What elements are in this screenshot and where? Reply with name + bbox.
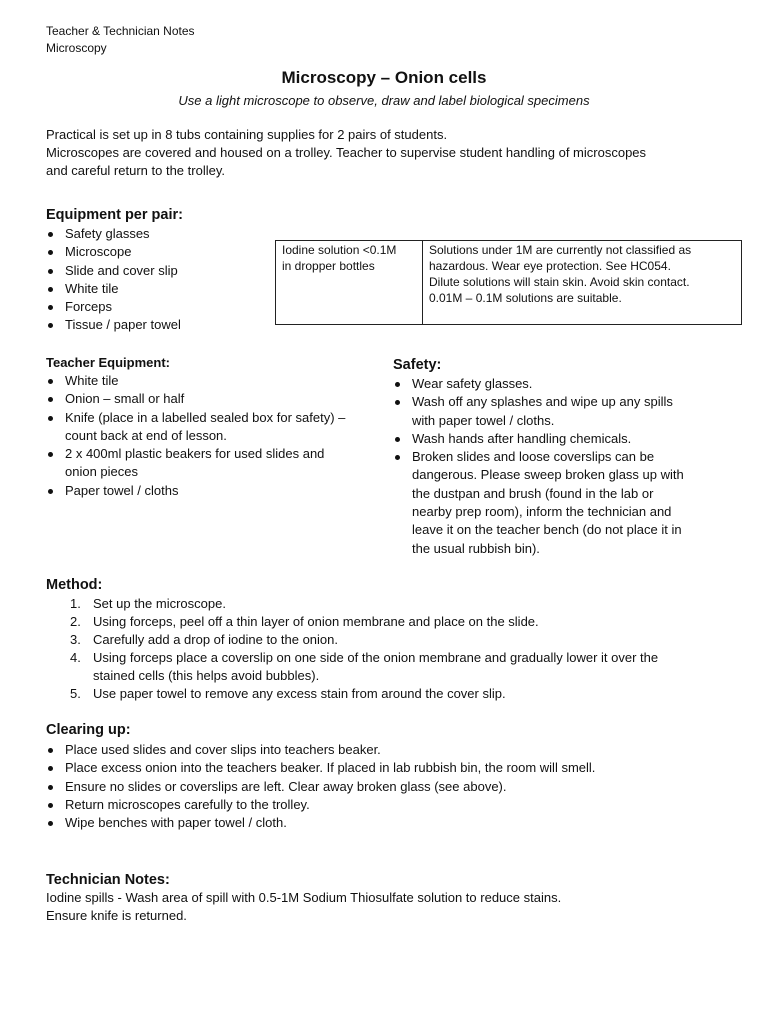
list-item: Forceps (46, 298, 266, 316)
method-step (46, 685, 746, 703)
list-item (393, 430, 733, 448)
header-label: Teacher & Technician Notes (46, 24, 195, 38)
list-item-text: the dustpan and brush (found in the lab or (412, 485, 654, 501)
list-item-text: Broken slides and loose coverslips can be (412, 449, 655, 465)
list-item (46, 390, 386, 408)
step-text: Set up the microscope. (93, 596, 226, 611)
list-item-text: count back at end of lesson. (65, 427, 227, 443)
list-item (46, 409, 386, 446)
list-item-text: with paper towel / cloths. (412, 412, 555, 428)
hazard-note-cell (423, 241, 742, 325)
clearing-up-list (46, 741, 746, 832)
table-row (276, 241, 742, 325)
list-item: Place used slides and cover slips into teachers beaker. (46, 741, 746, 759)
list-item-text: White tile (65, 373, 119, 388)
list-item (393, 375, 733, 393)
step-number: 1. (70, 596, 81, 611)
list-item-text: onion pieces (65, 464, 138, 480)
hazard-substance-line: in dropper bottles (282, 259, 375, 273)
header-topic: Microscopy (46, 41, 107, 55)
page-title: Microscopy – Onion cells (281, 68, 487, 87)
teacher-equipment-heading: Teacher Equipment: (46, 355, 171, 370)
hazard-substance-line: Iodine solution <0.1M (282, 243, 397, 257)
hazard-note-line: Dilute solutions will stain skin. Avoid skin contact. (429, 275, 690, 289)
technician-notes (46, 889, 746, 925)
intro-paragraph-2a: Microscopes are covered and housed on a trolley. Teacher to supervise student handling of microscopes (46, 145, 647, 160)
list-item: Tissue / paper towel (46, 316, 266, 334)
intro (46, 126, 736, 180)
method-heading: Method: (46, 577, 103, 593)
list-item (46, 482, 386, 500)
method-step (46, 631, 746, 649)
clearing-up-heading: Clearing up: (46, 722, 131, 738)
list-item: Ensure no slides or coverslips are left. Clear away broken glass (see above). (46, 778, 746, 796)
list-item-text: Wear safety glasses. (412, 376, 533, 391)
list-item: Return microscopes carefully to the trolley. (46, 796, 746, 814)
technician-notes-heading: Technician Notes: (46, 872, 170, 888)
hazard-note-line: Solutions under 1M are currently not classified as (429, 243, 692, 257)
list-item-text: Paper towel / cloths (65, 482, 179, 498)
method-step (46, 595, 746, 613)
step-number: 2. (70, 614, 81, 629)
step-text: Carefully add a drop of iodine to the onion. (93, 632, 339, 647)
equipment-heading: Equipment per pair: (46, 207, 183, 223)
list-item: White tile (46, 280, 266, 298)
list-item-text: leave it on the teacher bench (do not place it in (412, 522, 682, 538)
step-number: 5. (70, 686, 81, 701)
hazard-table (275, 240, 742, 325)
safety-list (393, 375, 733, 558)
page-subtitle: Use a light microscope to observe, draw and label biological specimens (178, 93, 590, 108)
list-item: Place excess onion into the teachers beaker. If placed in lab rubbish bin, the room will smell. (46, 759, 746, 777)
teacher-equipment-list (46, 372, 386, 500)
list-item (393, 393, 733, 430)
list-item (393, 448, 733, 558)
method-step (46, 649, 746, 685)
hazard-substance-cell (276, 241, 423, 325)
intro-paragraph-2b: and careful return to the trolley. (46, 163, 225, 178)
list-item-text: Onion – small or half (65, 391, 185, 407)
safety-heading: Safety: (393, 357, 442, 373)
technician-note-line: Ensure knife is returned. (46, 908, 187, 923)
equipment-list (46, 225, 266, 335)
hazard-note-line: hazardous. Wear eye protection. See HC054. (429, 259, 671, 273)
step-text: Using forceps place a coverslip on one side of the onion membrane and gradually lower it over the (93, 650, 659, 665)
list-item: Wipe benches with paper towel / cloth. (46, 814, 746, 832)
hazard-note-line: 0.01M – 0.1M solutions are suitable. (429, 291, 622, 305)
list-item-text: dangerous. Please sweep broken glass up with (412, 467, 684, 483)
list-item-text: nearby prep room), inform the technician and (412, 504, 672, 520)
step-text: Using forceps, peel off a thin layer of onion membrane and place on the slide. (93, 614, 539, 629)
list-item-text: Knife (place in a labelled sealed box for safety) – (65, 409, 346, 425)
step-text: stained cells (this helps avoid bubbles). (93, 668, 320, 683)
step-number: 4. (70, 650, 81, 665)
step-text: Use paper towel to remove any excess stain from around the cover slip. (93, 686, 506, 701)
list-item-text: Wash hands after handling chemicals. (412, 430, 632, 446)
intro-paragraph-1: Practical is set up in 8 tubs containing supplies for 2 pairs of students. (46, 127, 448, 142)
list-item-text: Wash off any splashes and wipe up any spills (412, 394, 673, 410)
list-item-text: 2 x 400ml plastic beakers for used slides and (65, 446, 325, 462)
list-item: Microscope (46, 243, 266, 261)
list-item: Slide and cover slip (46, 262, 266, 280)
list-item (46, 445, 386, 482)
method-steps (46, 595, 746, 703)
method-step (46, 613, 746, 631)
list-item: Safety glasses (46, 225, 266, 243)
step-number: 3. (70, 632, 81, 647)
list-item-text: the usual rubbish bin). (412, 540, 540, 556)
technician-note-line: Iodine spills - Wash area of spill with 0.5-1M Sodium Thiosulfate solution to reduce stains. (46, 890, 562, 905)
list-item (46, 372, 386, 390)
